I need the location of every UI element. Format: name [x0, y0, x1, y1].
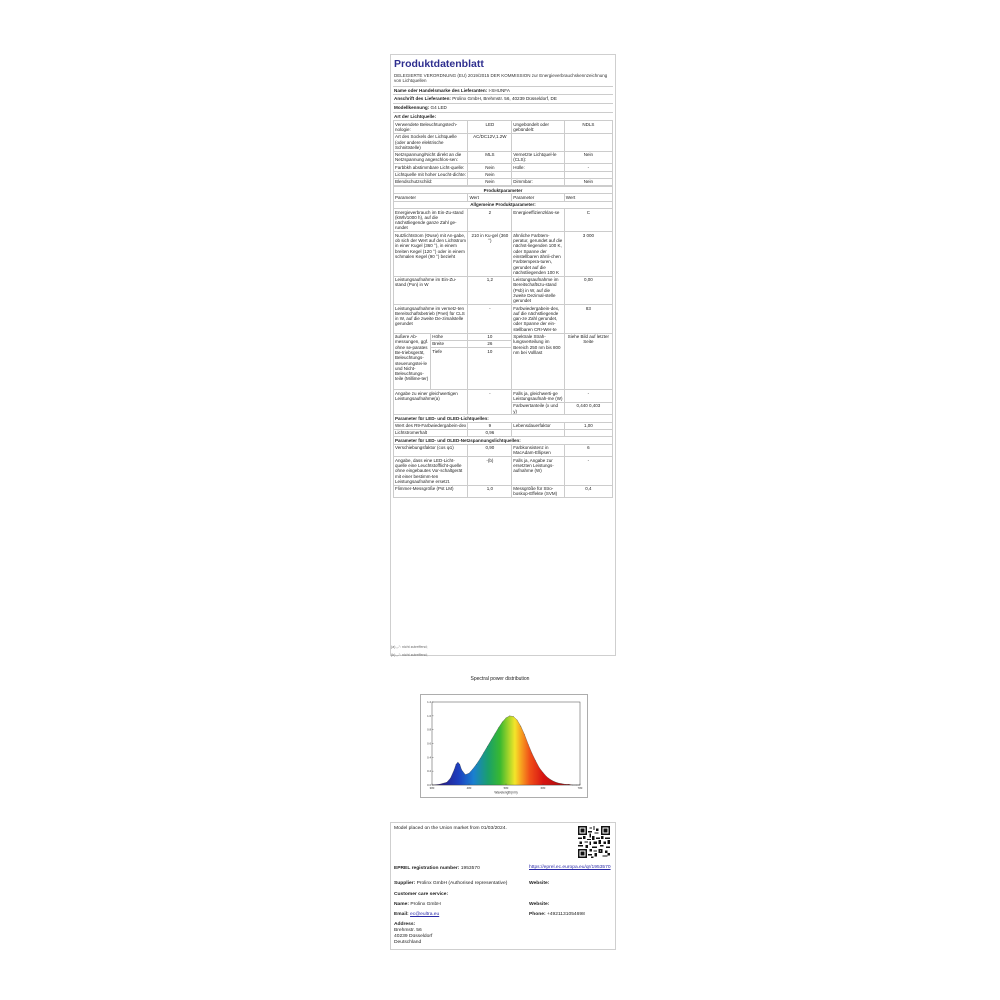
name-row — [394, 902, 441, 908]
table-cell: Falls ja, Angabe zur ersetzten Leistungs-aufnahme (W) — [512, 457, 565, 485]
sheet-subtitle: DELEGIERTE VERORDNUNG (EU) 2019/2015 DER KOMMISSION zur Energieverbrauchskennzeichnung von Lichtquellen — [394, 73, 608, 84]
data-point — [543, 772, 544, 773]
email-link[interactable]: ec@eultra.eu — [410, 912, 440, 917]
table-cell: Hülle: — [512, 164, 565, 171]
table-row — [394, 133, 613, 151]
table-cell: 3 000 — [564, 232, 612, 276]
y-tick-label: 0.2 — [427, 769, 431, 774]
table-cell: C — [564, 209, 612, 232]
x-tick-label: 580 — [503, 786, 509, 790]
parameter-table — [393, 186, 613, 498]
data-point — [535, 761, 536, 762]
y-tick-label: 1.0 — [427, 713, 431, 718]
eprel-label: EPREL registration number: — [394, 866, 460, 871]
data-point — [502, 722, 503, 723]
data-point — [561, 783, 562, 784]
table-cell: Dimmbar: — [512, 178, 565, 185]
x-tick-label: 480 — [466, 786, 472, 790]
column-header: Parameter — [394, 194, 468, 201]
spectral-power-chart — [420, 694, 588, 798]
name-value: Prolinx GmbH — [410, 902, 441, 907]
table-row — [394, 276, 613, 304]
x-tick-label: 780 — [577, 786, 583, 790]
table-cell: Farbwiedergabein-dex, auf die nächstliegende gan-ze Zahl gerundet, oder Spanne der ein-stellbaren CRI-Wer-te — [512, 305, 565, 333]
spd-value: Siehe Bild auf letzter Seite — [564, 333, 612, 390]
data-point — [469, 773, 470, 774]
y-tick-label: 0.0 — [427, 783, 431, 787]
table-cell: - — [468, 390, 512, 415]
column-header: Parameter — [512, 194, 565, 201]
table-cell — [512, 171, 565, 178]
phone-value: +4921131054698 — [546, 912, 585, 917]
data-point — [565, 784, 566, 785]
customer-care-heading — [394, 892, 448, 898]
table-cell: Nein — [468, 164, 512, 171]
table-cell: Energieeffizienzklas-se — [512, 209, 565, 232]
supplier-row — [394, 881, 507, 887]
table-cell: Angabe, dass eine LED-Licht-quelle eine Leuchtstofflicht-quelle ohne eingebautes Vor-schaltgerät mit einer bestimm-ten Leistungsaufnahme ersetzt. — [394, 457, 468, 485]
y-tick-label: 1.2 — [427, 700, 431, 704]
table-cell: 83 — [564, 305, 612, 333]
table-cell: Ungebündelt oder gebündelt: — [512, 121, 565, 134]
data-point — [539, 767, 540, 768]
data-point — [517, 720, 518, 721]
table-cell: ähnliche Farbtem-peratur, gerundet auf die nächst-liegenden 100 K, oder Spanne der einstellbaren ähnli-chen Farbtempera-turen, gerundet auf die nächstliegenden 100 K — [513, 232, 563, 275]
table-cell: 0,96 — [468, 429, 512, 436]
section-header: Produktparameter — [394, 187, 613, 194]
supplier-row — [393, 86, 613, 95]
footnote-b: (b) „-“: nicht zutreffend; — [391, 653, 428, 657]
data-point — [450, 778, 451, 779]
table-cell: Leistungsaufnahme im Bereitschaftszu-stand (Psb) in W, auf die zweite Dezimal-stelle gerundet — [512, 276, 565, 304]
table-row — [394, 209, 613, 232]
table-row — [394, 232, 613, 276]
table-cell: Farbbkh abstimmbare Licht-quelle: — [394, 164, 468, 171]
table-cell: 0,440 0,403 — [564, 402, 612, 415]
table-cell: Leistungsaufnahme im vernetz-ten Bereitschaftsbetrieb (Pnet) für CLS in W, auf die zweite De-zimalstelle gerundet — [394, 305, 468, 333]
table-cell: Verschiebungsfaktor (cos φ1) — [394, 444, 468, 457]
table-cell: Flimmer-Messgröße (Pst LM) — [394, 485, 468, 498]
customer-care-label: Customer care service: — [394, 892, 449, 897]
table-cell: Lichtquelle mit hoher Leucht-dichte: — [395, 172, 467, 178]
data-point — [509, 716, 510, 717]
column-header: Wert — [564, 194, 612, 201]
table-cell: Messgröße für Stro-boskop-Effekte (SVM) — [512, 485, 565, 498]
phone-label: Phone: — [529, 912, 546, 917]
table-cell: Falls ja, gleichwerti-ge Leistungsaufnah-me (W) — [513, 390, 563, 401]
address-label: Address: — [394, 922, 416, 927]
table-row — [394, 390, 613, 403]
data-point — [569, 784, 570, 785]
supplier-value: Prolinx GmbH (Authorised representative) — [416, 881, 508, 886]
data-point — [491, 740, 492, 741]
table-cell: Netzspannung/Nicht direkt an die Netzspannung angeschlos-sen: — [394, 151, 468, 164]
type-table — [393, 120, 613, 186]
product-data-sheet — [390, 54, 616, 656]
supplier-label: Supplier: — [394, 881, 416, 886]
data-point — [576, 785, 577, 786]
table-row — [394, 151, 613, 164]
address-block — [394, 922, 432, 946]
data-point — [458, 762, 459, 763]
dimension-value: 10 — [468, 348, 512, 390]
table-cell: - — [564, 390, 612, 403]
data-point — [456, 764, 457, 765]
table-cell: Farbwertanteile (x und y) — [512, 402, 565, 415]
table-row — [394, 178, 613, 185]
table-row — [394, 457, 613, 485]
table-cell: Leistungsaufnahme im Ein-Zu-stand (Pon) in W — [394, 276, 468, 304]
x-axis-label: Wavelength(nm) — [494, 790, 518, 795]
table-cell: Lebensdauerfaktor — [512, 422, 565, 429]
chart-title: Spectral power distribution — [470, 676, 530, 682]
dimension-name: Breite — [431, 340, 468, 347]
data-point — [480, 758, 481, 759]
column-header: Wert — [468, 194, 512, 201]
phone-row — [529, 912, 585, 918]
data-point — [506, 718, 507, 719]
table-row — [394, 422, 613, 429]
table-cell: 1,00 — [564, 422, 612, 429]
eprel-number: 1953570 — [460, 866, 480, 871]
table-row — [394, 121, 613, 134]
address-value: Prolinx GmbH, Brehmstr. 56, 40239 Düsseldorf, DE — [452, 96, 557, 102]
data-point — [476, 764, 477, 765]
table-cell: Nein — [564, 151, 612, 164]
table-header-row — [394, 194, 613, 201]
table-row — [394, 164, 613, 171]
table-cell: 6 — [564, 444, 612, 457]
table-row — [394, 305, 613, 333]
model-label: Modellkennung: — [394, 105, 430, 110]
data-point — [521, 726, 522, 727]
data-point — [550, 779, 551, 780]
data-point — [461, 770, 462, 771]
name-label: Name: — [394, 902, 409, 907]
table-cell: Nutzlichtstrom (Φuse) mit An-gabe, ob sich der Wert auf den Lichtstrom in einer Kugel (360 °), in einem breiten Kegel (120 °) oder in einem schmalen Kegel (90 °) bezieht — [394, 232, 468, 276]
table-cell: Farbkonsistenz in MacAdam-Ellipsen — [512, 444, 565, 457]
table-cell: MLS — [468, 151, 512, 164]
eprel-link[interactable]: https://eprel.ec.europa.eu/qr/1953570 — [529, 865, 611, 870]
table-row — [394, 437, 613, 444]
table-cell: 0,90 — [468, 444, 512, 457]
table-cell: Angabe zu einer gleichwertigen Leistungsaufnahme(a) — [394, 390, 468, 415]
data-point — [572, 785, 573, 786]
data-point — [495, 734, 496, 735]
x-tick-label: 680 — [540, 786, 546, 790]
table-cell: - — [468, 305, 512, 333]
table-cell: 210 in Ku-gel (360 °) — [468, 232, 512, 276]
qr-code-icon — [578, 826, 610, 858]
dimension-value: 10 — [468, 333, 512, 340]
table-row — [394, 485, 613, 498]
data-point — [460, 764, 461, 765]
dimensions-label: äußere Ab-messungen, ggf. ohne se-parates Be-triebsgerät, Beleuchtungs-steuerungstei-le und Nicht-Beleuchtungs-teile (Millime-ter) — [394, 333, 431, 390]
table-row — [394, 333, 613, 340]
data-point — [447, 782, 448, 783]
footnote-a: (a) „-“: nicht zutreffend; — [391, 645, 428, 649]
data-point — [484, 752, 485, 753]
table-cell — [512, 133, 565, 151]
address-line: Deutschland — [394, 940, 422, 945]
website-label: Website: — [529, 902, 550, 907]
email-row — [394, 912, 439, 918]
supplier-website — [529, 881, 549, 887]
data-point — [439, 784, 440, 785]
table-cell: - — [564, 164, 612, 171]
data-point — [524, 734, 525, 735]
spd-label: Spektrale Strah-lungsverteilung im Bereich 250 nm bis 800 nm bei Volllast — [512, 333, 565, 390]
y-tick-label: 0.6 — [427, 741, 431, 746]
market-date-text: Model placed on the Union market from 01/03/2024. — [394, 826, 507, 831]
table-cell: Nein — [468, 178, 512, 185]
table-cell: 9 — [468, 422, 512, 429]
table-cell: Verwendete Beleuchtungstech-nologie: — [394, 121, 468, 134]
data-point — [472, 769, 473, 770]
table-cell: Energieverbrauch im Ein-Zu-stand (kWh/1000 h), auf die nächstliegende ganze Zahl ge-rundet — [394, 209, 468, 232]
address-line: Brehmstr. 56 — [394, 928, 422, 933]
table-cell: Nein — [564, 178, 612, 185]
table-cell: Nein — [468, 171, 512, 178]
table-cell — [564, 171, 612, 178]
supplier-value: I-SHUNFA — [488, 87, 510, 93]
table-cell: 1,2 — [468, 276, 512, 304]
eprel-row — [394, 866, 480, 872]
model-row — [393, 103, 613, 112]
model-value: G4 LED — [430, 105, 447, 110]
data-point — [558, 783, 559, 784]
type-label: Art der Lichtquelle: — [394, 113, 437, 119]
table-cell — [564, 133, 612, 151]
sheet-title: Produktdatenblatt — [394, 58, 484, 70]
x-tick-label: 380 — [429, 786, 435, 790]
table-cell: Vernetzte Lichtquel-le (CLS): — [512, 151, 565, 164]
table-cell: AC/DC12V,1.2W — [468, 133, 512, 151]
table-cell: 1,0 — [468, 485, 512, 498]
table-row — [394, 187, 613, 194]
y-tick-label: 0.4 — [427, 755, 431, 760]
data-point — [546, 776, 547, 777]
table-cell: 0,4 — [564, 485, 612, 498]
address-label: Anschrift des Lieferanten: — [394, 96, 451, 102]
data-point — [554, 781, 555, 782]
type-row — [393, 112, 613, 121]
table-cell: Wert des R9-Farbwiedergabein-dex — [395, 423, 467, 429]
table-row — [394, 415, 613, 422]
table-cell — [564, 429, 612, 436]
y-tick-label: 0.8 — [427, 727, 431, 732]
table-cell: Lichtstromerhalt — [394, 429, 468, 436]
care-website — [529, 902, 549, 908]
table-row — [394, 201, 613, 208]
data-point — [528, 744, 529, 745]
website-label: Website: — [529, 881, 550, 886]
data-point — [498, 727, 499, 728]
table-cell: NDLS — [564, 121, 612, 134]
table-row — [394, 171, 613, 178]
table-cell: Blendschutzschild: — [394, 178, 468, 185]
section-header: Parameter für LED- und OLED-Netzspannungslichtquellen: — [394, 437, 613, 444]
dimension-name: Tiefe — [431, 348, 468, 390]
dimension-value: 26 — [468, 340, 512, 347]
table-cell: 0,00 — [564, 276, 612, 304]
table-row — [394, 429, 613, 436]
dimension-name: Höhe — [431, 333, 468, 340]
email-label: Email: — [394, 912, 409, 917]
data-point — [513, 716, 514, 717]
section-header: Allgemeine Produktparameter: — [394, 201, 613, 208]
data-point — [532, 753, 533, 754]
table-cell: 2 — [468, 209, 512, 232]
data-point — [465, 774, 466, 775]
data-point — [487, 746, 488, 747]
data-point — [454, 770, 455, 771]
address-line: 40239 Düsseldorf — [394, 934, 433, 939]
table-cell — [512, 429, 565, 436]
table-row — [394, 444, 613, 457]
supplier-label: Name oder Handelsmarke des Lieferanten: — [394, 87, 488, 93]
section-header: Parameter für LED- und OLED-Lichtquellen: — [394, 415, 613, 422]
table-cell: -(b) — [468, 457, 512, 485]
table-cell: - — [564, 457, 612, 485]
address-row — [393, 94, 613, 103]
table-cell: Art des Sockels der Lichtquelle (oder andere elektrische Schnittstelle) — [394, 133, 468, 151]
table-cell: LED — [468, 121, 512, 134]
